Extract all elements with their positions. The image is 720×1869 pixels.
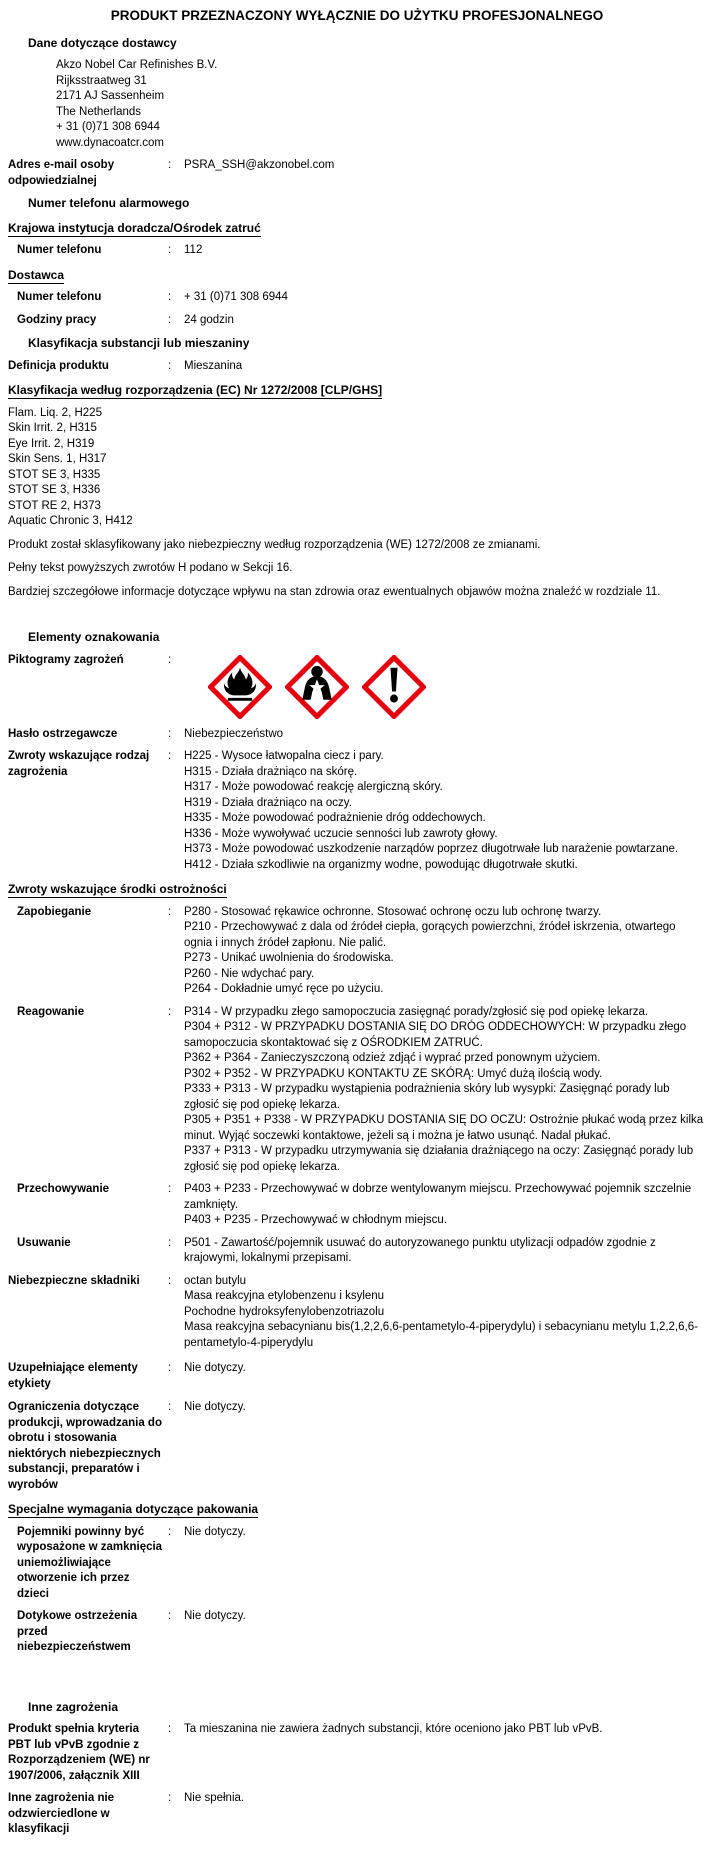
row-responsible-email <box>8 158 706 189</box>
restrictions-label: Ograniczenia dotyczące produkcji, wprowadzania do obrotu i stosowania niektórych niebezpiecznych substancji, preparatów i wyrobów <box>8 1401 162 1491</box>
address-line: + 31 (0)71 308 6944 <box>56 121 160 133</box>
row-product-definition <box>8 359 706 375</box>
ingredient: Pochodne hydroksyfenylobenzotriazolu <box>184 1305 385 1318</box>
precautionary-statement: P333 + P313 - W przypadku wystąpienia podrażnienia skóry lub wysypki: Zasięgnąć porady lub zgłosić się pod opiekę lekarza. <box>184 1083 670 1111</box>
row-pbt-criteria <box>8 1722 706 1784</box>
supplier-phone-label: Numer telefonu <box>17 291 102 303</box>
precautionary-statement: P304 + P312 - W PRZYPADKU DOSTANIA SIĘ DO DRÓG ODDECHOWYCH: W przypadku złego samopoczucia skontaktować się z OŚRODKIEM ZATRUĆ. <box>184 1021 687 1049</box>
response-list <box>184 1005 706 1176</box>
address-line: Rijksstraatweg 31 <box>56 74 147 87</box>
hazard-class: STOT SE 3, H336 <box>8 484 101 496</box>
packaging-heading: Specjalne wymagania dotyczące pakowania <box>8 1502 259 1516</box>
colon: : <box>168 291 172 303</box>
hazard-class: Aquatic Chronic 3, H412 <box>8 515 133 527</box>
hazard-class: STOT SE 3, H335 <box>8 468 101 481</box>
precautionary-statement: P501 - Zawartość/pojemnik usuwać do autoryzowanego punktu utylizacji odpadów zgodnie z krajowymi, lokalnymi przepisami. <box>184 1236 656 1264</box>
hazard-class: STOT RE 2, H373 <box>8 499 101 512</box>
supplier-address <box>56 58 706 151</box>
national-phone-value: 112 <box>184 244 203 256</box>
hazard-statement: H315 - Działa drażniąco na skórę. <box>184 765 358 778</box>
precautionary-statement: P337 + P313 - W przypadku utrzymywania się działania drażniącego na oczy: Zasięgnąć porady lub zgłosić się pod opiekę lekarza. <box>184 1145 694 1173</box>
child-resistant-label: Pojemniki powinny być wyposażone w zamknięcia uniemożliwiające otworzenie ich przez dzieci <box>17 1525 163 1600</box>
supplier-subsection-heading: Dostawca <box>8 267 65 282</box>
row-disposal <box>8 1236 706 1267</box>
precautionary-heading: Zwroty wskazujące środki ostrożności <box>8 882 227 896</box>
row-signal-word <box>8 727 706 743</box>
row-working-hours <box>8 313 706 329</box>
colon: : <box>168 1183 172 1195</box>
ghs-flame-icon <box>208 655 272 719</box>
row-prevention <box>8 905 706 998</box>
signal-word-value: Niebezpieczeństwo <box>184 727 284 740</box>
classification-note: Produkt został sklasyfikowany jako niebezpieczny według rozporządzenia (WE) 1272/2008 ze zmianami. <box>8 538 541 551</box>
national-body-heading: Krajowa instytucja doradcza/Ośrodek zatruć <box>8 220 261 235</box>
product-definition-label: Definicja produktu <box>8 359 109 372</box>
hazard-statements-list <box>184 749 706 873</box>
precautionary-statement: P210 - Przechowywać z dala od źródeł ciepła, gorących powierzchni, źródeł iskrzenia, otwartego ognia i innych źródeł zapłonu. Nie palić. <box>184 921 676 949</box>
storage-label: Przechowywanie <box>17 1183 110 1195</box>
colon: : <box>168 750 172 762</box>
precautionary-statement: P280 - Stosować rękawice ochronne. Stosować ochronę oczu lub ochronę twarzy. <box>184 905 602 918</box>
ghs-exclamation-icon <box>362 655 426 719</box>
pictograms-label: Piktogramy zagrożeń <box>8 653 124 666</box>
colon: : <box>168 1362 172 1374</box>
precautionary-statement: P403 + P235 - Przechowywać w chłodnym miejscu. <box>184 1214 448 1226</box>
storage-list <box>184 1182 706 1229</box>
precautionary-statement: P264 - Dokładnie umyć ręce po użyciu. <box>184 983 384 995</box>
colon: : <box>168 1274 172 1287</box>
prevention-list <box>184 905 706 998</box>
row-supplier-phone <box>8 290 706 306</box>
precautionary-statement: P260 - Nie wdychać pary. <box>184 967 315 980</box>
ghs-health-hazard-icon <box>285 655 349 719</box>
document-title: PRODUKT PRZEZNACZONY WYŁĄCZNIE DO UŻYTKU PROFESJONALNEGO <box>110 8 604 23</box>
supplemental-label: Uzupełniające elementy etykiety <box>8 1362 138 1390</box>
signal-word-label: Hasło ostrzegawcze <box>8 727 118 740</box>
row-response <box>8 1005 706 1176</box>
supplier-section-heading: Dane dotyczące dostawcy <box>28 35 177 50</box>
colon: : <box>168 1005 172 1018</box>
address-line: 2171 AJ Sassenheim <box>56 90 165 102</box>
other-hazards-not-classified-label: Inne zagrożenia nie odzwierciedlone w klasyfikacji <box>8 1792 115 1835</box>
classification-note: Bardziej szczegółowe informacje dotyczące wpływu na stan zdrowia oraz ewentualnych objawów można znaleźć w rozdziale 11. <box>8 585 661 598</box>
tactile-warning-value: Nie dotyczy. <box>184 1610 246 1622</box>
address-line: www.dynacoatcr.com <box>56 136 165 149</box>
hazard-statement: H225 - Wysoce łatwopalna ciecz i pary. <box>184 750 384 762</box>
hazard-statements-label: Zwroty wskazujące rodzaj zagrożenia <box>8 750 150 778</box>
hazardous-ingredients-list <box>184 1274 706 1352</box>
clp-heading: Klasyfikacja według rozporządzenia (EC) Nr 1272/2008 [CLP/GHS] <box>8 383 383 397</box>
row-tactile-warning <box>8 1609 706 1656</box>
working-hours-label: Godziny pracy <box>17 313 97 326</box>
other-hazards-not-classified-value: Nie spełnia. <box>184 1792 245 1804</box>
hazard-statement: H319 - Działa drażniąco na oczy. <box>184 796 352 809</box>
colon: : <box>168 1792 172 1804</box>
product-definition-value: Mieszanina <box>184 359 243 372</box>
ingredient: octan butylu <box>184 1274 247 1287</box>
disposal-label: Usuwanie <box>17 1236 71 1249</box>
colon: : <box>168 244 172 256</box>
other-hazards-heading: Inne zagrożenia <box>28 1699 119 1714</box>
working-hours-value: 24 godzin <box>184 313 234 326</box>
hazard-statement: H317 - Może powodować reakcję alergiczną skóry. <box>184 781 443 793</box>
precautionary-statement: P314 - W przypadku złego samopoczucia zasięgnąć porady/zgłosić się pod opiekę lekarza. <box>184 1005 649 1018</box>
precautionary-statement: P403 + P233 - Przechowywać w dobrze wentylowanym miejscu. Przechowywać pojemnik szczelnie zamknięty. <box>184 1183 692 1211</box>
colon: : <box>168 1236 172 1249</box>
colon: : <box>168 359 172 372</box>
restrictions-value: Nie dotyczy. <box>184 1401 246 1413</box>
pbt-criteria-value: Ta mieszanina nie zawiera żadnych substancji, które oceniono jako PBT lub vPvB. <box>184 1723 603 1735</box>
hazard-statement: H336 - Może wywoływać uczucie senności lub zawroty głowy. <box>184 827 498 840</box>
row-hazard-pictograms <box>8 653 706 719</box>
pictogram-strip <box>184 653 706 719</box>
classification-note: Pełny tekst powyższych zwrotów H podano w Sekcji 16. <box>8 562 293 574</box>
supplier-phone-value: + 31 (0)71 308 6944 <box>184 291 288 303</box>
child-resistant-value: Nie dotyczy. <box>184 1525 246 1538</box>
emergency-phone-heading: Numer telefonu alarmowego <box>28 196 190 210</box>
responsible-email-label: Adres e-mail osoby odpowiedzialnej <box>8 159 115 187</box>
classification-heading: Klasyfikacja substancji lub mieszaniny <box>28 336 250 350</box>
response-label: Reagowanie <box>17 1005 85 1018</box>
colon: : <box>168 727 172 740</box>
ingredient: Masa reakcyjna etylobenzenu i ksylenu <box>184 1290 385 1302</box>
colon: : <box>168 159 172 171</box>
hazard-statement: H335 - Może powodować podrażnienie dróg oddechowych. <box>184 812 486 824</box>
hazard-class: Flam. Liq. 2, H225 <box>8 406 102 419</box>
national-phone-label: Numer telefonu <box>17 244 102 256</box>
precautionary-statement: P362 + P364 - Zanieczyszczoną odzież zdjąć i wyprać przed ponownym użyciem. <box>184 1052 601 1064</box>
hazard-class: Skin Irrit. 2, H315 <box>8 422 97 434</box>
responsible-email-value: PSRA_SSH@akzonobel.com <box>184 159 335 171</box>
colon: : <box>168 1610 172 1622</box>
ingredient: Masa reakcyjna sebacynianu bis(1,2,2,6,6-pentametylo-4-piperydylu) i sebacynianu metylu 1,2,2,6,6-pentametylo-4-piperydylu <box>184 1321 698 1349</box>
supplemental-value: Nie dotyczy. <box>184 1362 246 1374</box>
row-storage <box>8 1182 706 1229</box>
prevention-label: Zapobieganie <box>17 905 92 918</box>
row-other-hazards-not-classified <box>8 1791 706 1838</box>
hazard-class: Skin Sens. 1, H317 <box>8 453 107 465</box>
colon: : <box>168 1525 172 1538</box>
colon: : <box>168 1723 172 1735</box>
precautionary-statement: P273 - Unikać uwolnienia do środowiska. <box>184 952 394 964</box>
row-child-resistant <box>8 1525 706 1603</box>
tactile-warning-label: Dotykowe ostrzeżenia przed niebezpieczeństwem <box>17 1610 138 1653</box>
disposal-list <box>184 1236 706 1267</box>
row-hazardous-ingredients <box>8 1274 706 1352</box>
colon: : <box>168 313 172 326</box>
hazard-class: Eye Irrit. 2, H319 <box>8 437 95 450</box>
address-line: The Netherlands <box>56 105 142 118</box>
hazard-statement: H373 - Może powodować uszkodzenie narządów poprzez długotrwałe lub narażenie powtarzane. <box>184 843 679 855</box>
hazard-statement: H412 - Działa szkodliwie na organizmy wodne, powodując długotrwałe skutki. <box>184 858 578 871</box>
row-supplemental-label-elements <box>8 1361 706 1392</box>
pbt-criteria-label: Produkt spełnia kryteria PBT lub vPvB zgodnie z Rozporządzeniem (WE) nr 1907/2006, załącznik XIII <box>8 1723 150 1782</box>
label-elements-heading: Elementy oznakowania <box>28 630 160 644</box>
colon: : <box>168 1401 172 1413</box>
hazardous-ingredients-label: Niebezpieczne składniki <box>8 1274 140 1287</box>
row-restrictions <box>8 1400 706 1493</box>
address-line: Akzo Nobel Car Refinishes B.V. <box>56 59 218 71</box>
row-hazard-statements <box>8 749 706 873</box>
precautionary-statement: P305 + P351 + P338 - W PRZYPADKU DOSTANIA SIĘ DO OCZU: Ostrożnie płukać wodą przez kilka minut. Wyjąć soczewki kontaktowe, jeżeli są i można je łatwo usunąć. Nadal płukać. <box>184 1114 704 1142</box>
colon: : <box>168 905 172 918</box>
hazard-class-list <box>8 406 706 530</box>
precautionary-statement: P302 + P352 - W PRZYPADKU KONTAKTU ZE SKÓRĄ: Umyć dużą ilością wody. <box>184 1067 603 1080</box>
colon: : <box>168 653 172 666</box>
row-national-phone <box>8 243 706 259</box>
